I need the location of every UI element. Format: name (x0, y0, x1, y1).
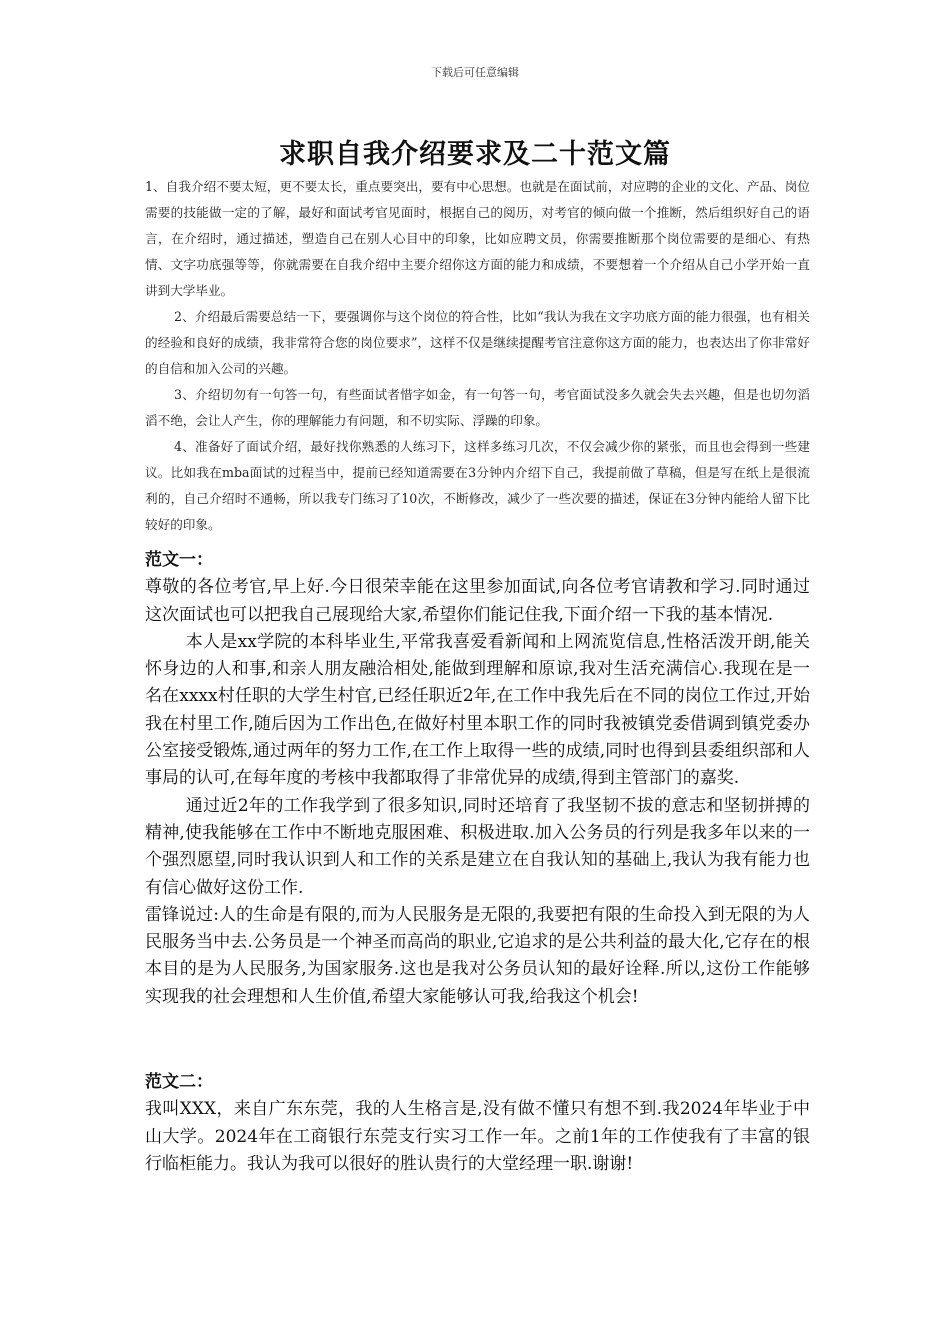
essay-heading: 范文二： (145, 1072, 213, 1092)
essay-paragraph: 本人是xx学院的本科毕业生,平常我喜爱看新闻和上网流览信息,性格活泼开朗,能关怀身边的人和事,和亲人朋友融洽相处,能做到理解和原谅,我对生活充满信心.我现在是一名在xxxx村任职的大学生村官,已经任职近2年,在工作中我先后在不同的岗位工作过,开始我在村里工作,随后因为工作出色,在做好村里本职工作的同时我被镇党委借调到镇党委办公室接受锻炼,通过两年的努力工作,在工作上取得一些的成绩,同时也得到县委组织部和人事局的认可,在每年度的考核中我都取得了非常优异的成绩,得到主管部门的嘉奖. (145, 631, 810, 789)
essay-paragraph: 通过近2年的工作我学到了很多知识,同时还培育了我坚韧不拔的意志和坚韧拼搏的精神,使我能够在工作中不断地克服困难、积极进取.加入公务员的行列是我多年以来的一个强烈愿望,同时我认识到人和工作的关系是建立在自我认知的基础上,我认为我有能力也有信心做好这份工作. (145, 795, 810, 898)
essay-heading: 范文一： (145, 550, 213, 570)
sample-essay-one (145, 547, 810, 1011)
sample-essay-two (145, 1069, 810, 1178)
requirements-section (145, 174, 810, 538)
essay-paragraph: 雷锋说过:人的生命是有限的,而为人民服务是无限的,我要把有限的生命投入到无限的为人民服务当中去.公务员是一个神圣而高尚的职业,它追求的是公共利益的最大化,它存在的根本目的是为人民服务,为国家服务.这也是我对公务员认知的最好诠释.所以,这份工作能够实现我的社会理想和人生价值,希望大家能够认可我,给我这个机会! (145, 904, 810, 1007)
page-title: 求职自我介绍要求及二十范文篇 (279, 139, 671, 170)
requirement-item: 2、介绍最后需要总结一下，要强调你与这个岗位的符合性，比如“我认为我在文字功底方面的能力很强，也有相关的经验和良好的成绩，我非常符合您的岗位要求”，这样不仅是继续提醒考官注意你这方面的能力，也表达出了你非常好的自信和加入公司的兴趣。 (145, 309, 810, 376)
requirement-item: 3、介绍切勿有一句答一句，有些面试者惜字如金，有一句答一句，考官面试没多久就会失去兴趣，但是也切勿滔滔不绝，会让人产生，你的理解能力有问题，和不切实际、浮躁的印象。 (145, 387, 810, 428)
requirement-item: 1、自我介绍不要太短，更不要太长，重点要突出，要有中心思想。也就是在面试前，对应聘的企业的文化、产品、岗位需要的技能做一定的了解，最好和面试考官见面时，根据自己的阅历，对考官的倾向做一个推断，然后组织好自己的语言，在介绍时，通过描述，塑造自己在别人心目中的印象，比如应聘文员，你需要推断那个岗位需要的是细心、有热情、文字功底强等等，你就需要在自我介绍中主要介绍你这方面的能力和成绩，不要想着一个介绍从自己小学开始一直讲到大学毕业。 (145, 179, 810, 298)
essay-paragraph: 尊敬的各位考官,早上好.今日很荣幸能在这里参加面试,向各位考官请教和学习.同时通过这次面试也可以把我自己展现给大家,希望你们能记住我,下面介绍一下我的基本情况. (145, 577, 810, 625)
page-header: 下载后可任意编辑 (431, 66, 519, 79)
essay-paragraph: 我叫XXX，来自广东东莞，我的人生格言是,没有做不懂只有想不到.我2024年毕业于中山大学。2024年在工商银行东莞支行实习工作一年。之前1年的工作使我有了丰富的银行临柜能力。我认为我可以很好的胜认贵行的大堂经理一职.谢谢! (145, 1099, 810, 1174)
requirement-item: 4、准备好了面试介绍，最好找你熟悉的人练习下，这样多练习几次，不仅会减少你的紧张，而且也会得到一些建议。比如我在mba面试的过程当中，提前已经知道需要在3分钟内介绍下自己，我提前做了草稿，但是写在纸上是很流利的，自己介绍时不通畅，所以我专门练习了10次，不断修改，减少了一些次要的描述，保证在3分钟内能给人留下比较好的印象。 (145, 439, 810, 532)
